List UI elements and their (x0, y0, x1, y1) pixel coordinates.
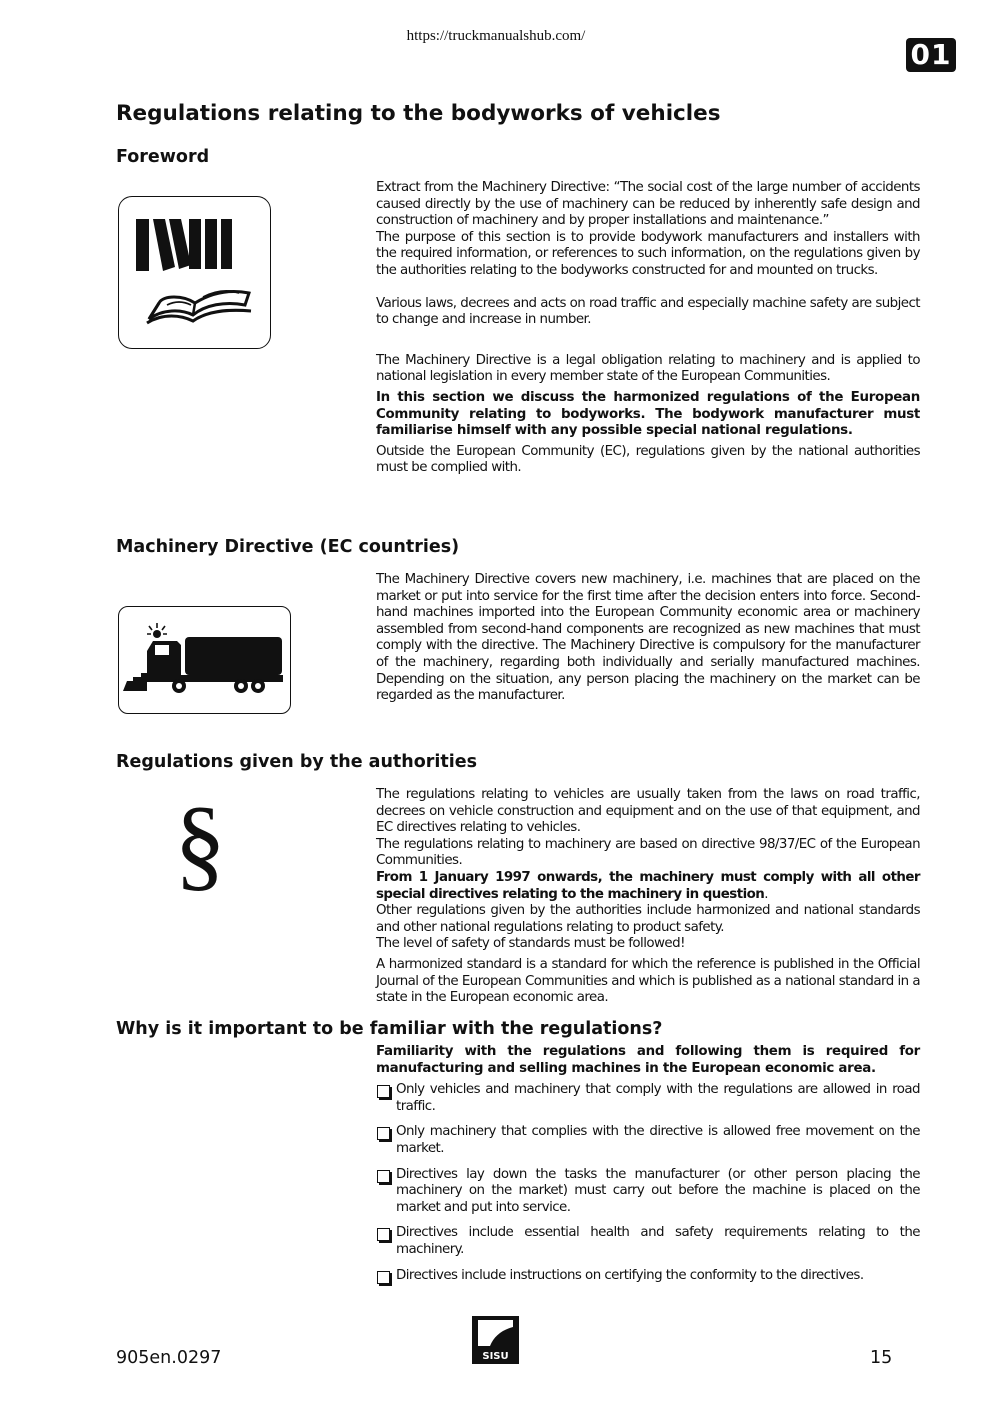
list-item (376, 1268, 920, 1285)
checkbox-bullet-icon (377, 1271, 390, 1284)
sisu-logo (472, 1316, 519, 1364)
authorities-text (376, 787, 920, 1007)
list-item (376, 1124, 920, 1157)
authorities-paragraph: The level of safety of standards must be followed! (376, 936, 685, 952)
checkbox-bullet-icon (377, 1127, 390, 1140)
foreword-paragraph: The purpose of this section is to provide bodywork manufacturers and installers with the required information, or references to such information, on the regulations given by the authorities relating to the bodyworks constructed for and mounted on trucks. (376, 229, 920, 278)
machinery-text (376, 572, 920, 705)
truck-icon-box (118, 606, 291, 714)
authorities-paragraph: A harmonized standard is a standard for which the reference is published in the Official Journal of the European Communities and which is published as a national standard in a state in the European economic area. (376, 956, 920, 1006)
list-item (376, 1167, 920, 1217)
checkbox-bullet-icon (377, 1085, 390, 1098)
foreword-bold-paragraph: In this section we discuss the harmonized regulations of the European Community relating to bodyworks. The bodywork manufacturer must familiarise himself with any possible special national regulations. (376, 389, 920, 439)
manual-book-icon (118, 196, 271, 349)
page-title: Regulations relating to the bodyworks of vehicles (116, 101, 721, 126)
authorities-paragraph: The regulations relating to vehicles are usually taken from the laws on road traffic, decrees on vehicle construction and equipment and on the use of that equipment, and EC directives relating to vehicles. (376, 787, 920, 836)
foreword-paragraph: Extract from the Machinery Directive: “The social cost of the large number of accidents caused directly by the use of machinery can be reduced by inherently safe design and construction of machinery and by proper installations and maintenance.” (376, 180, 920, 229)
why-heading: Why is it important to be familiar with the regulations? (116, 1019, 663, 1039)
foreword-paragraph: Various laws, decrees and acts on road traffic and especially machine safety are subject to change and increase in number. (376, 295, 920, 328)
checkbox-bullet-icon (377, 1228, 390, 1241)
checkbox-bullet-icon (377, 1170, 390, 1183)
requirements-list (376, 1082, 920, 1284)
page-number: 15 (870, 1348, 893, 1368)
truck-icon (119, 607, 290, 713)
list-item-text: Directives include instructions on certifying the conformity to the directives. (396, 1267, 864, 1283)
authorities-bold-end: . (764, 886, 768, 902)
why-intro: Familiarity with the regulations and following them is required for manufacturing and selling machines in the European economic area. (376, 1044, 920, 1076)
authorities-paragraph-bold (376, 870, 920, 903)
authorities-heading: Regulations given by the authorities (116, 752, 478, 772)
authorities-paragraph: The regulations relating to machinery are based on directive 98/37/EC of the European Communities. (376, 836, 920, 869)
list-item (376, 1082, 920, 1115)
authorities-paragraph: Other regulations given by the authorities include harmonized and national standards and other national regulations relating to product safety. (376, 903, 920, 935)
list-item-text: Only vehicles and machinery that comply with the regulations are allowed in road traffic. (396, 1082, 920, 1114)
machinery-paragraph: The Machinery Directive covers new machinery, i.e. machines that are placed on the market or put into service for the first time after the decision enters into force. Second-hand machines imported into the European Community economic area or machinery assembled from second-hand components are recognized as new machines that must comply with the directive. The Machinery Directive is compulsory for the manufacturer of the machinery, regarding both individually and serially manufactured machines. Depending on the situation, any person placing the machinery on the market can be regarded as the manufacturer. (376, 572, 920, 704)
foreword-heading: Foreword (116, 147, 210, 167)
foreword-paragraph: The Machinery Directive is a legal obligation relating to machinery and is applied to national legislation in every member state of the European Communities. (376, 352, 920, 385)
source-url[interactable]: https://truckmanualshub.com/ (406, 28, 586, 44)
chapter-badge: 01 (906, 38, 956, 72)
list-item-text: Directives lay down the tasks the manufacturer (or other person placing the machinery on the market) must carry out before the machine is placed on the market and put into service. (396, 1166, 920, 1215)
foreword-paragraph: Outside the European Community (EC), regulations given by the national authorities must be complied with. (376, 443, 920, 476)
section-sign-icon: § (174, 786, 226, 901)
book-icon (119, 197, 270, 348)
list-item-text: Directives include essential health and safety requirements relating to the machinery. (396, 1225, 920, 1257)
document-code: 905en.0297 (116, 1348, 222, 1368)
why-text (376, 1044, 920, 1284)
logo-text: SISU (482, 1351, 509, 1362)
list-item (376, 1225, 920, 1258)
list-item-text: Only machinery that complies with the directive is allowed free movement on the market. (396, 1124, 920, 1156)
foreword-text (376, 180, 920, 477)
authorities-bold-text: From 1 January 1997 onwards, the machinery must comply with all other special directives relating to the machinery in question (376, 869, 920, 902)
machinery-heading: Machinery Directive (EC countries) (116, 537, 460, 557)
